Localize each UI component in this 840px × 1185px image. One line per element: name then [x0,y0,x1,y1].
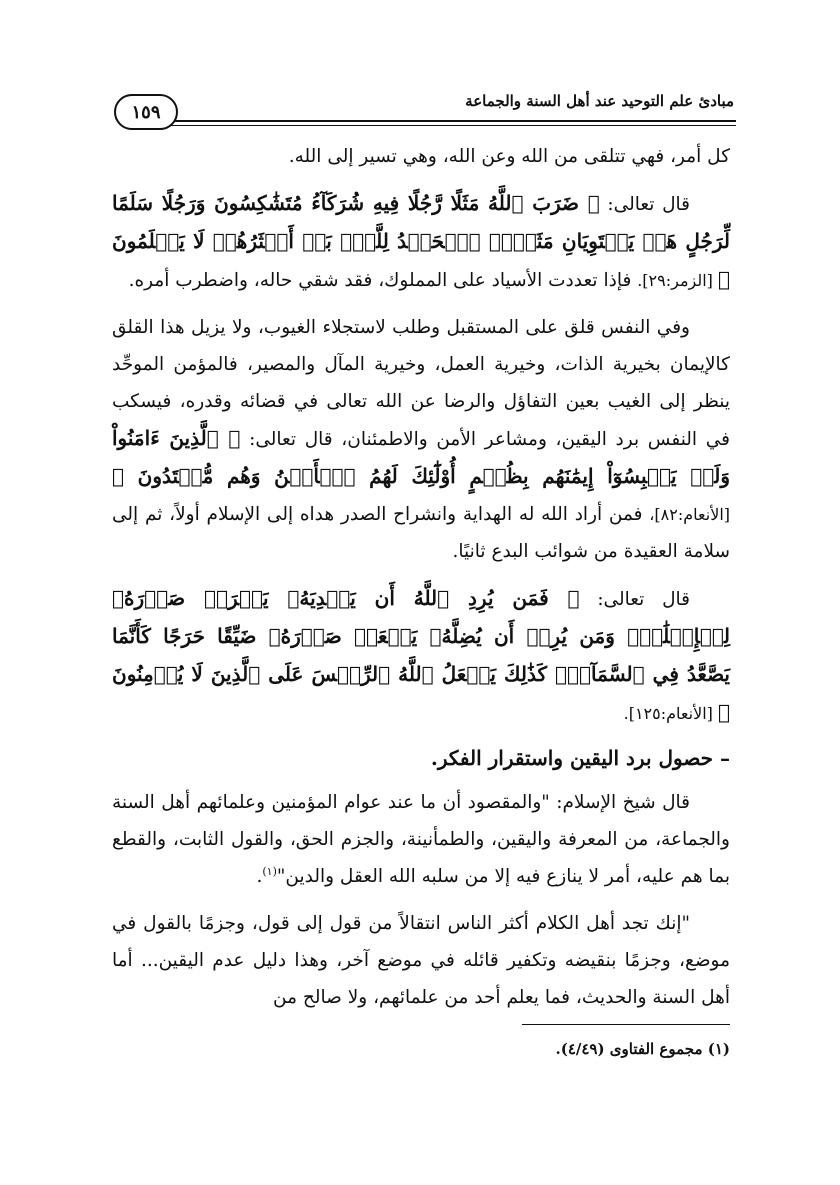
paragraph-quran-al-anam-125 [112,580,730,732]
body-text [112,138,730,1016]
header-rule-thin [170,125,736,126]
intro-text: قال تعالى: [579,589,691,610]
verse-reference: [الزمر:٢٩]. [637,271,718,290]
verse-reference: [الأنعام:٨٢]، [649,505,730,524]
footnote-reference: (١) [262,864,277,878]
paragraph-quran-al-anam-82 [112,309,730,570]
header-rule [170,120,736,122]
paragraph-text: فمن أراد الله له الهداية وانشراح الصدر هداه إلى الإسلام أولاً، ثم إلى سلامة العقيدة من شوائب البدع ثانيًا. [112,504,730,562]
quran-verse: ﴿ ضَرَبَ ٱللَّهُ مَثَلًا رَّجُلًا فِيهِ شُرَكَآءُ مُتَشَٰكِسُونَ وَرَجُلًا سَلَمًا لِّرَجُلٍ هَلۡ يَسۡتَوِيَانِ مَثَلًاۚ ٱلۡحَمۡدُ لِلَّهِۚ بَلۡ أَكۡثَرُهُمۡ لَا يَعۡلَمُونَ ﴾ [112,191,730,291]
paragraph: كل أمر، فهي تتلقى من الله وعن الله، وهي تسير إلى الله. [288,146,730,167]
footnote-separator [522,1024,730,1025]
running-title: مبادئ علم التوحيد عند أهل السنة والجماعة [465,92,734,110]
page-number: ١٥٩ [114,94,178,130]
paragraph-quran-az-zumar [112,185,730,299]
paragraph-text: فإذا تعددت الأسياد على المملوك، فقد شقي حاله، واضطرب أمره. [128,270,638,291]
paragraph-text: وفي النفس قلق على المستقبل وطلب لاستجلاء الغيوب، ولا يزيل هذا القلق كالإيمان بخيرية الذات، وخيرية العمل، وخيرية المآل والمصير، فالمؤمن الموحِّد ينظر إلى الغيب بعين التفاؤل والرضا عن الله تعالى في قضائه وقدره، فيسكب في النفس برد اليقين، ومشاعر الأمن والاطمئنان، قال تعالى: [112,317,730,450]
paragraph-text: قال شيخ الإسلام: "والمقصود أن ما عند عوام المؤمنين وعلمائهم أهل السنة والجماعة، من المعرفة واليقين، والطمأنينة، والجزم الحق، والقول الثابت، والقطع بما هم عليه، أمر لا ينازع فيه إلا من سلبه الله العقل والدين" [112,792,730,887]
intro-text: قال تعالى: [599,194,690,215]
page-header [108,92,736,128]
quran-verse: ﴿ فَمَن يُرِدِ ٱللَّهُ أَن يَهۡدِيَهُۥ يَشۡرَحۡ صَدۡرَهُۥ لِلۡإِسۡلَٰمِۖ وَمَن يُرِدۡ أَن يُضِلَّهُۥ يَجۡعَلۡ صَدۡرَهُۥ ضَيِّقًا حَرَجًا كَأَنَّمَا يَصَّعَّدُ فِي ٱلسَّمَآءِۚ كَذَٰلِكَ يَجۡعَلُ ٱللَّهُ ٱلرِّجۡسَ عَلَى ٱلَّذِينَ لَا يُؤۡمِنُونَ ﴾ [112,586,730,724]
paragraph-quote: قال شيخ الإسلام: "والمقصود أن ما عند عوام المؤمنين وعلمائهم أهل السنة والجماعة، من المعرفة واليقين، والطمأنينة، والجزم الحق، والقول الثابت، والقطع بما هم عليه، أمر لا ينازع فيه إلا من سلبه الله العقل والدين"$^{(١)}$. [112,792,730,887]
quran-verse: ﴿ ٱلَّذِينَ ءَامَنُواْ وَلَمۡ يَلۡبِسُوٓاْ إِيمَٰنَهُم بِظُلۡمٍ أُوْلَٰٓئِكَ لَهُمُ ٱلۡأَمۡنُ وَهُم مُّهۡتَدُونَ ﴾ [112,426,730,488]
section-subheading: – حصول برد اليقين واستقرار الفكر. [430,746,730,770]
verse-reference: [الأنعام:١٢٥]. [623,704,718,723]
paragraph: "إنك تجد أهل الكلام أكثر الناس انتقالاً من قول إلى قول، وجزمًا بالقول في موضع، وجزمًا بنقيضه وتكفير قائله في موضع آخر، وهذا دليل عدم اليقين... أما أهل السنة والحديث، فما يعلم أحد من علمائهم، ولا صالح من [112,913,730,1008]
footnote: (١) مجموع الفتاوى (٤/٤٩). [555,1040,730,1058]
